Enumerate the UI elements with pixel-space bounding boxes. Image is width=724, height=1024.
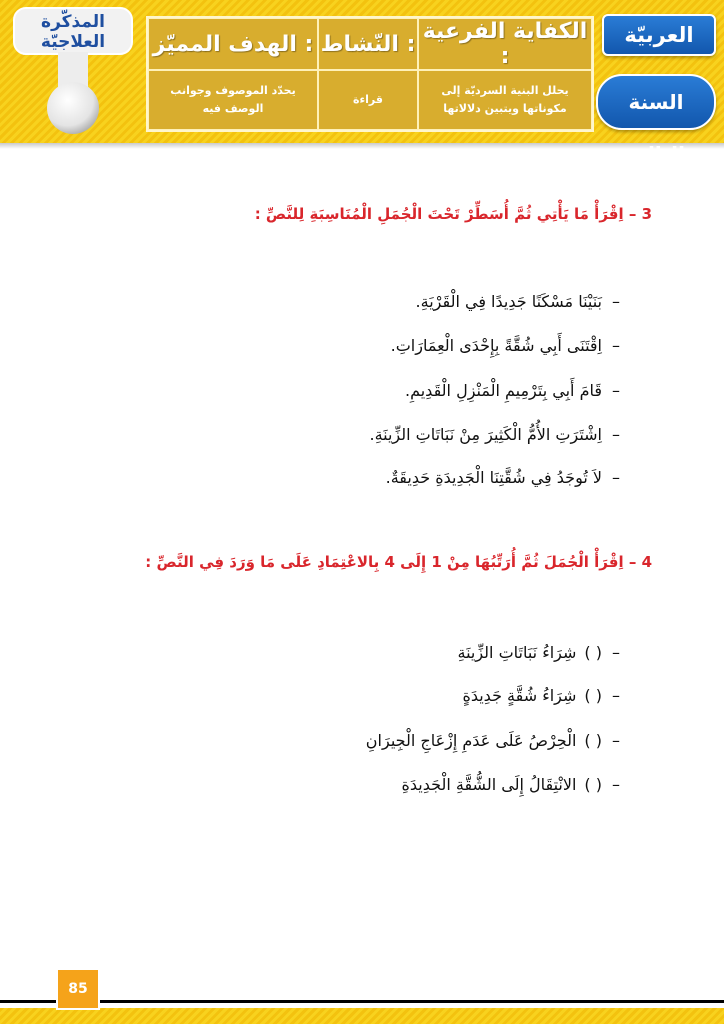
sentence: اِقْتَنَى أَبِي شُقَّةً بِإِحْدَى الْعِمَارَاتِ. — [390, 336, 602, 355]
sentence: شِرَاءُ شُقَّةٍ جَدِيدَةٍ — [462, 686, 577, 705]
footer-rule — [0, 1000, 724, 1003]
exercise-4-item — [402, 775, 620, 794]
sentence: اِشْتَرَتِ الأُمُّ الْكَثِيرَ مِنْ نَبَاتَاتِ الزِّينَةِ. — [369, 425, 602, 444]
goal-text: يحدّد الموصوف وجوانب الوصف فيه — [148, 70, 318, 130]
exercise-3-item — [405, 381, 620, 400]
subject-tab: العربيّة — [602, 14, 716, 56]
logo — [10, 6, 136, 140]
exercise-3-item — [391, 336, 620, 355]
exercise-3-item — [416, 292, 620, 311]
dash: – — [612, 425, 620, 444]
sentence: الانْتِقَالُ إِلَى الشُّقَّةِ الْجَدِيدَةِ — [401, 775, 577, 794]
rank-blank[interactable]: ( ) — [584, 686, 602, 705]
dash: – — [612, 686, 620, 705]
footer-bar — [0, 1008, 724, 1024]
dash: – — [612, 643, 620, 662]
sentence: الْحِرْصُ عَلَى عَدَمِ إِزْعَاجِ الْجِيرَانِ — [365, 731, 577, 750]
sentence: لاَ تُوجَدُ فِي شُقَّتِنَا الْجَدِيدَةِ حَدِيقَةٌ. — [385, 468, 602, 487]
sentence: بَنَيْنَا مَسْكَنًا جَدِيدًا فِي الْقَرْيَةِ. — [415, 292, 602, 311]
exercise-3-item — [386, 468, 620, 487]
rank-blank[interactable]: ( ) — [584, 731, 602, 750]
dash: – — [612, 292, 620, 311]
page-number: 85 — [68, 981, 88, 997]
page-number-badge — [56, 968, 100, 1010]
header-divider — [0, 143, 724, 149]
logo-title: المذكّرة العلاجيّة — [40, 12, 106, 52]
exercise-3-title: 3 – اِقْرَأْ مَا يَأْتِي ثُمَّ أُسَطِّرْ تَحْتَ الْجُمَلِ الْمُنَاسِبَةِ لِلنَّصِّ : — [254, 205, 652, 223]
sentence: قَامَ أَبِي بِتَرْمِيمِ الْمَنْزِلِ الْقَدِيمِ. — [404, 381, 602, 400]
dash: – — [612, 468, 620, 487]
rank-blank[interactable]: ( ) — [584, 643, 602, 662]
dash: – — [612, 775, 620, 794]
dash: – — [612, 336, 620, 355]
exercise-4-item — [366, 731, 620, 750]
exercise-4-item — [457, 643, 620, 662]
sentence: شِرَاءُ نَبَاتَاتِ الزِّينَةِ — [457, 643, 577, 662]
dash: – — [612, 381, 620, 400]
competence-text: يحلل البنية السرديّة إلى مكوناتها ويتبين دلالاتها — [418, 70, 592, 130]
rank-blank[interactable]: ( ) — [584, 775, 602, 794]
level-tab: السنة الثالثة — [596, 74, 716, 130]
exercise-4-item — [462, 686, 620, 705]
activity-text: قراءة — [318, 70, 418, 130]
goal-title: الهدف المميّز : — [148, 18, 318, 70]
exercise-3-item — [369, 425, 620, 444]
competence-title: الكفاية الفرعية : — [418, 18, 592, 70]
dash: – — [612, 731, 620, 750]
activity-title: النّشاط : — [318, 18, 418, 70]
info-grid — [146, 16, 594, 132]
exercise-4-title: 4 – اِقْرَأْ الْجُمَلَ ثُمَّ أُرَتِّبُهَا مِنْ 1 إِلَى 4 بِالاعْتِمَادِ عَلَى مَا وَرَدَ فِي النَّصِّ : — [145, 553, 652, 571]
